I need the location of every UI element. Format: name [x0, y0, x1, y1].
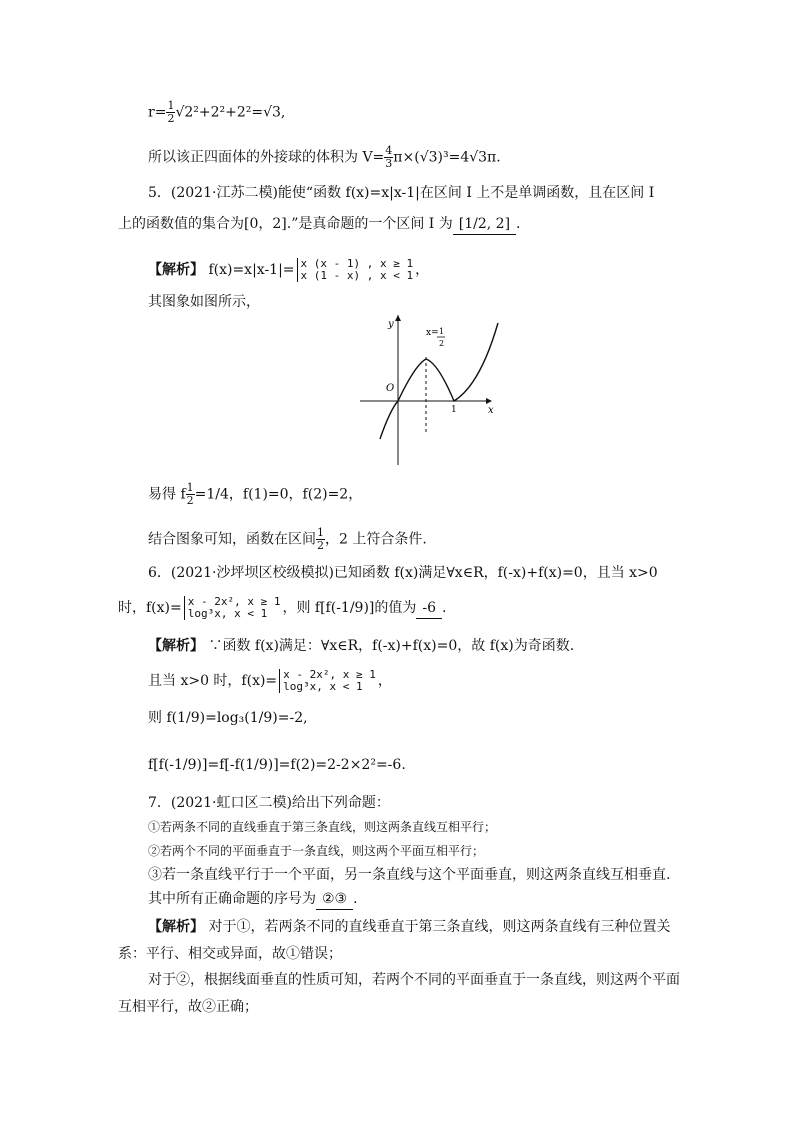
origin-label: O	[386, 383, 395, 394]
answer-blank: ②③	[316, 889, 353, 910]
q6-solution	[148, 636, 574, 656]
q7-prop-1: ①若两条不同的直线垂直于第三条直线，则这两条直线互相平行；	[148, 820, 497, 834]
volume-formula	[148, 145, 501, 170]
graph-caption: 其图象如图所示，	[148, 294, 260, 310]
q5-solution: 【解析】 f(x)=x|x-1|= x (x - 1) , x ≥ 1 x (1 - x) , x < 1 ，	[148, 257, 430, 282]
formula-text: r=	[148, 104, 167, 121]
analysis-label: 【解析】	[148, 919, 204, 935]
case: x (1 - x) , x < 1	[300, 269, 414, 282]
case: log³x, x < 1	[283, 680, 363, 693]
function-graph	[360, 315, 510, 467]
piecewise	[184, 596, 281, 620]
text: 所以该正四面体的外接球的体积为 V=	[148, 149, 385, 166]
case: log³x, x < 1	[187, 607, 268, 620]
text: 且当 x>0 时，f(x)=	[148, 673, 278, 689]
text: 易得 f	[148, 486, 186, 503]
q6-step3: 则 f(1/9)=log₃(1/9)=-2,	[148, 710, 308, 726]
q5-stem-2: 上的函数值的集合为[0，2].”是真命题的一个区间 I 为 [1/2, 2] .	[118, 214, 521, 235]
q7-solution-1b: 系：平行、相交或异面，故①错误；	[118, 946, 342, 962]
q6-step2: 且当 x>0 时，f(x)= x - 2x², x ≥ 1 log³x, x < 1 ，	[148, 668, 392, 693]
q7-solution-2b: 互相平行，故②正确；	[118, 999, 258, 1015]
fraction: $\frac{1}{2}$	[317, 526, 324, 552]
fraction: $\frac{4}{3}$	[385, 144, 393, 170]
text: ，则 f[f(-1/9)]的值为	[282, 600, 417, 616]
text: 时，f(x)=	[118, 600, 182, 616]
vline-label: x=	[426, 328, 439, 338]
q7-solution-2: 对于②，根据线面垂直的性质可知，若两个不同的平面垂直于一条直线，则这两个平面	[148, 972, 680, 988]
text: ∵函数 f(x)满足：∀x∈R，f(-x)+f(x)=0，故 f(x)为奇函数.	[208, 638, 575, 654]
text: π×(√3)³=4√3π.	[393, 149, 501, 166]
answer-blank: -6	[416, 598, 442, 619]
tick-one: 1	[451, 405, 457, 415]
q7-question: 其中所有正确命题的序号为 ②③ .	[148, 889, 358, 910]
q7-solution	[148, 917, 670, 937]
text: f(x)=x|x-1|=	[208, 262, 295, 278]
fraction: $\frac{1}{2}$	[167, 99, 175, 125]
analysis-label: 【解析】	[148, 262, 204, 278]
text: =1/4，f(1)=0，f(2)=2，	[194, 486, 363, 503]
text: 对于①，若两条不同的直线垂直于第三条直线，则这两条直线有三种位置关	[208, 919, 671, 935]
vline-den: 2	[439, 339, 445, 348]
case: x - 2x², x ≥ 1	[187, 595, 281, 608]
text: 结合图象可知，函数在区间	[148, 531, 316, 548]
y-arrow	[395, 315, 401, 321]
q5-stem: 5．(2021·江苏二模)能使“函数 f(x)=x|x-1|在区间 I 上不是单调函数，且在区间 I	[148, 185, 655, 201]
case: x - 2x², x ≥ 1	[283, 668, 376, 681]
fraction: $\frac{1}{2}$	[186, 481, 194, 507]
text: ，2 上符合条件.	[325, 531, 427, 548]
x-arrow	[486, 398, 492, 404]
case: x (x - 1) , x ≥ 1	[300, 257, 414, 270]
analysis-label: 【解析】	[148, 638, 204, 654]
formula-text: √2²+2²+2²=√3,	[175, 104, 286, 121]
text: 其中所有正确命题的序号为	[148, 891, 316, 907]
x-label: x	[488, 405, 494, 416]
q6-stem-2: 时，f(x)= x - 2x², x ≥ 1 log³x, x < 1 ，则 f[f(-1/9)]的值为 -6 .	[118, 595, 447, 620]
q6-step4: f[f(-1/9)]=f[-f(1/9)]=f(2)=2-2×2²=-6.	[148, 757, 406, 773]
answer-blank: [1/2, 2]	[453, 214, 516, 235]
q7-stem: 7．(2021·虹口区二模)给出下列命题：	[148, 795, 390, 811]
q5-values	[148, 482, 362, 507]
vline-num: 1	[439, 327, 445, 336]
text: 上的函数值的集合为[0，2].”是真命题的一个区间 I 为	[118, 216, 453, 232]
q7-prop-3: ③若一条直线平行于一个平面，另一条直线与这个平面垂直，则这两条直线互相垂直.	[148, 867, 671, 883]
piecewise	[279, 669, 376, 693]
radius-formula	[148, 100, 285, 125]
q5-conclusion	[148, 527, 427, 552]
q7-prop-2: ②若两个不同的平面垂直于一条直线，则这两个平面互相平行；	[148, 844, 485, 858]
piecewise	[297, 258, 414, 282]
q6-stem: 6．(2021·沙坪坝区校级模拟)已知函数 f(x)满足∀x∈R，f(-x)+f(x)=0，且当 x>0	[148, 565, 658, 581]
y-label: y	[388, 319, 394, 330]
